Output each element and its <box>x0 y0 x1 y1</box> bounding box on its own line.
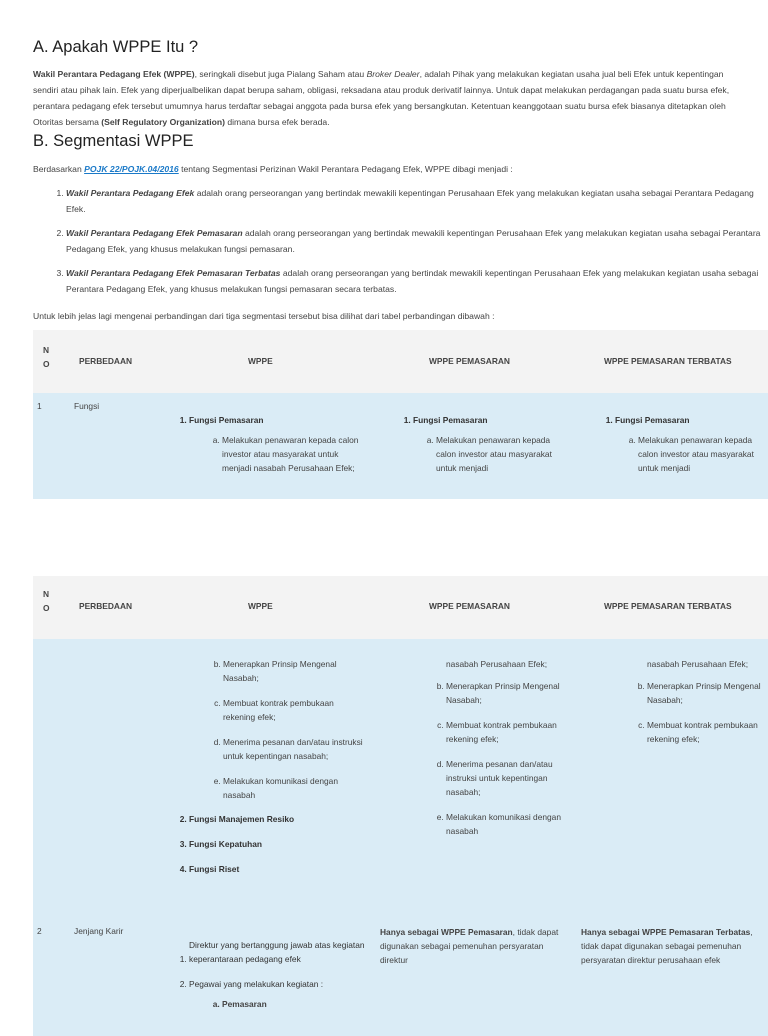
cell-wppe: 1. Fungsi Pemasaran a. Melakukan penawaran kepada calon investor atau masyarakat untuk menjadi nasabah Perusahaan Efek; <box>172 413 372 486</box>
table-row <box>33 639 768 916</box>
cell-wppe-pemasaran: Hanya sebagai WPPE Pemasaran, tidak dapat digunakan sebagai pemenuhan persyaratan direktur <box>380 927 559 965</box>
header-perbedaan: PERBEDAAN <box>79 356 133 366</box>
header-no: N O <box>43 345 50 369</box>
row-number: 1 <box>37 401 42 411</box>
cell-wppe-pemasaran: nasabah Perusahaan Efek; b. Menerapkan Prinsip Mengenal Nasabah; c. Membuat kontrak pembukaan rekening efek; d. Menerima pesanan dan/atau instruksi untuk kepentingan nasabah; e. Melakukan komunikasi dengan nasabah <box>396 657 586 849</box>
list-item: 1. Wakil Perantara Pedagang Efek adalah orang perseorangan yang bertindak mewakili kepentingan Perusahaan Efek yang melakukan kegiatan usaha sebagai Perantara Pedagang Efek. <box>66 186 768 217</box>
section-b-heading: B. Segmentasi WPPE <box>33 132 194 150</box>
header-wppe: WPPE <box>248 356 273 366</box>
cell-wppe: 1. Direktur yang bertanggung jawab atas kegiatan keperantaraan pedagang efek 2. Pegawai yang melakukan kegiatan : a. Pemasaran <box>172 938 382 1022</box>
table-row <box>33 916 768 1036</box>
header-perbedaan: PERBEDAAN <box>79 601 133 611</box>
header-wppe-terbatas: WPPE PEMASARAN TERBATAS <box>604 601 732 611</box>
section-b-outro: Untuk lebih jelas lagi mengenai perbandingan dari tiga segmentasi tersebut bisa dilihat dari tabel perbandingan dibawah : <box>33 311 495 321</box>
list-item: 2. Wakil Perantara Pedagang Efek Pemasaran adalah orang perseorangan yang bertindak mewakili kepentingan Perusahaan Efek yang melakukan kegiatan usaha sebagai Perantara Pedagang Efek, yang khusus melakukan fungsi pemasaran. <box>66 226 768 257</box>
cell-wppe: b. Menerapkan Prinsip Mengenal Nasabah; c. Membuat kontrak pembukaan rekening efek; d. Menerima pesanan dan/atau instruksi untuk kepentingan nasabah; e. Melakukan komunikasi dengan nasabah 2. Fungsi Manajemen Resiko 3. Fungsi Kepatuhan 4. Fungsi Riset <box>172 657 382 887</box>
pojk-link[interactable]: POJK 22/POJK.04/2016 <box>84 164 179 174</box>
header-wppe: WPPE <box>248 601 273 611</box>
table-header <box>33 330 768 393</box>
header-no: N O <box>43 589 50 613</box>
list-item: 3. Wakil Perantara Pedagang Efek Pemasaran Terbatas adalah orang perseorangan yang bertindak mewakili kepentingan Perusahaan Efek yang melakukan kegiatan usaha sebagai Perantara Pedagang Efek, yang khusus melakukan fungsi pemasaran secara terbatas. <box>66 266 768 297</box>
segment-list <box>33 186 768 306</box>
table-row <box>33 393 768 499</box>
row-label: Jenjang Karir <box>74 926 124 936</box>
header-wppe-terbatas: WPPE PEMASARAN TERBATAS <box>604 356 732 366</box>
cell-wppe-terbatas: Hanya sebagai WPPE Pemasaran Terbatas, tidak dapat digunakan sebagai pemenuhan persyaratan direktur perusahaan efek <box>581 927 753 965</box>
table-header <box>33 576 768 639</box>
section-b-intro: Berdasarkan POJK 22/POJK.04/2016 tentang Segmentasi Perizinan Wakil Perantara Pedagang Efek, WPPE dibagi menjadi : <box>33 164 513 174</box>
header-wppe-pemasaran: WPPE PEMASARAN <box>429 601 510 611</box>
cell-wppe-terbatas: nasabah Perusahaan Efek; b. Menerapkan Prinsip Mengenal Nasabah; c. Membuat kontrak pembukaan rekening efek; <box>598 657 768 757</box>
comparison-table-part2 <box>33 576 768 1036</box>
row-number: 2 <box>37 926 42 936</box>
section-a-paragraph: Wakil Perantara Pedagang Efek (WPPE), seringkali disebut juga Pialang Saham atau Broker Dealer, adalah Pihak yang melakukan kegiatan usaha jual beli Efek untuk kepentingan sendiri atau pihak lain. Efek yang diperjualbelikan dapat berupa saham, obligasi, reksadana atau produk derivatif lainnya. Untuk dapat melakukan perdagangan pada suatu bursa efek, perantara pedagang efek tersebut umumnya harus terdaftar sebagai anggota pada bursa efek yang bersangkutan. Ketentuan keanggotaan suatu bursa efek biasanya ditetapkan oleh Otoritas bersama (Self Regulatory Organization) dimana bursa efek berada. <box>33 69 730 127</box>
header-wppe-pemasaran: WPPE PEMASARAN <box>429 356 510 366</box>
row-label: Fungsi <box>74 401 100 411</box>
section-a-heading: A. Apakah WPPE Itu ? <box>33 38 199 56</box>
comparison-table-part1 <box>33 330 768 499</box>
cell-wppe-terbatas: 1. Fungsi Pemasaran a. Melakukan penawaran kepada calon investor atau masyarakat untuk menjadi <box>598 413 768 486</box>
cell-wppe-pemasaran: 1. Fungsi Pemasaran a. Melakukan penawaran kepada calon investor atau masyarakat untuk menjadi <box>396 413 576 486</box>
